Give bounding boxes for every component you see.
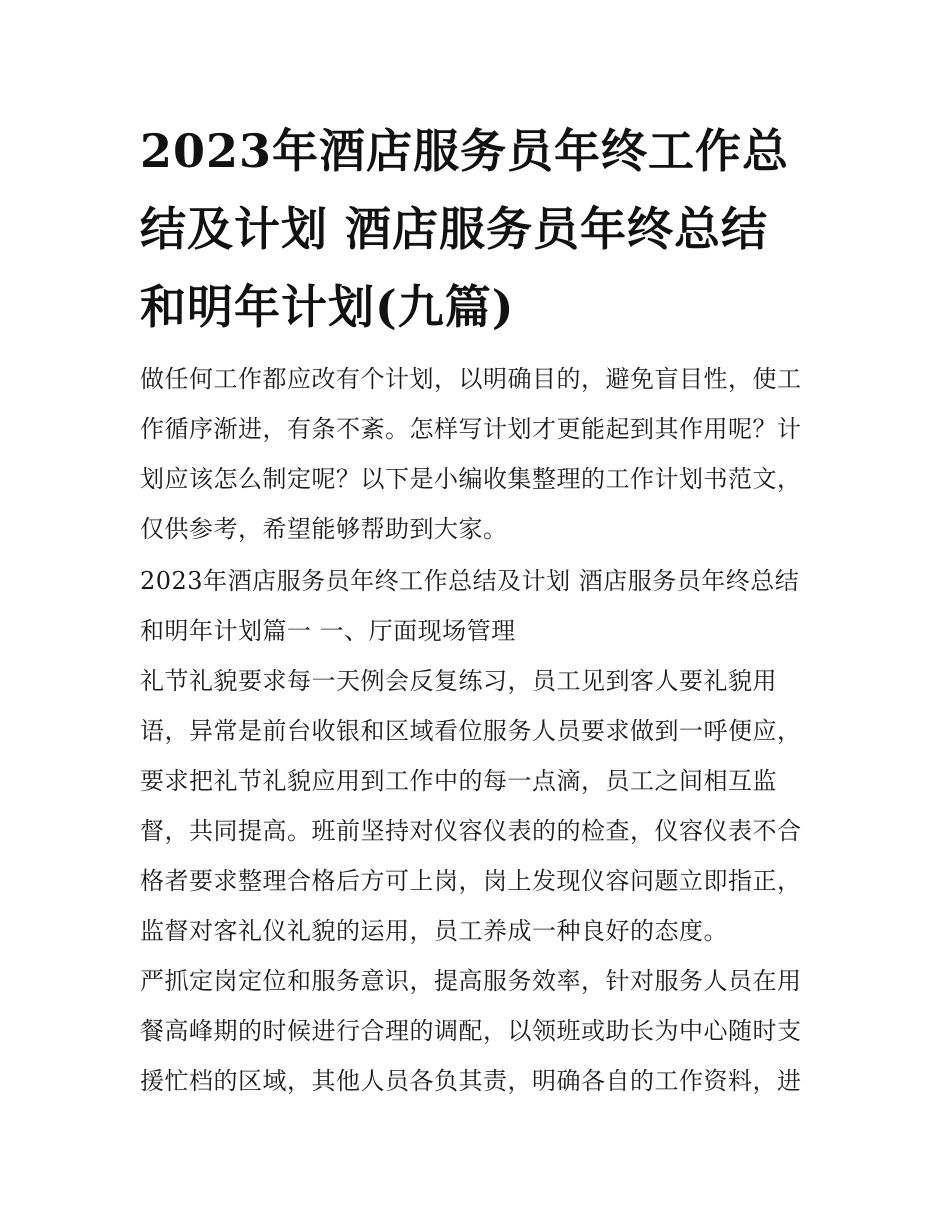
text-line: 仅供参考，希望能够帮助到大家。 [140,515,508,543]
intro-paragraph [140,354,812,554]
text-line: 作循序渐进，有条不紊。怎样写计划才更能起到其作用呢？计 [140,415,802,443]
title-line: 结及计划 酒店服务员年终总结 [140,202,769,256]
text-line: 严抓定岗定位和服务意识，提高服务效率，针对服务人员在用 [140,967,802,995]
document-body [140,112,812,1106]
document-title [140,112,812,346]
title-line: 和明年计划(九篇) [140,280,515,334]
text-line: 援忙档的区域，其他人员各负其责，明确各自的工作资料，进 [140,1067,802,1095]
text-line: 和明年计划篇一 一、厅面现场管理 [140,617,516,645]
body-paragraph-etiquette [140,656,812,956]
text-line: 格者要求整理合格后方可上岗，岗上发现仪容问题立即指正， [140,867,802,895]
text-line: 2023年酒店服务员年终工作总结及计划 酒店服务员年终总结 [140,567,800,595]
section-heading [140,556,812,656]
text-line: 做任何工作都应改有个计划，以明确目的，避免盲目性，使工 [140,365,802,393]
text-line: 餐高峰期的时候进行合理的调配，以领班或助长为中心随时支 [140,1017,802,1045]
text-line: 监督对客礼仪礼貌的运用，员工养成一种良好的态度。 [140,917,728,945]
text-line: 要求把礼节礼貌应用到工作中的每一点滴，员工之间相互监 [140,767,777,795]
text-line: 划应该怎么制定呢？以下是小编收集整理的工作计划书范文， [140,465,802,493]
body-paragraph-positioning [140,956,812,1106]
title-line: 2023年酒店服务员年终工作总 [140,124,790,178]
text-line: 督，共同提高。班前坚持对仪容仪表的的检查，仪容仪表不合 [140,817,802,845]
text-line: 语，异常是前台收银和区域看位服务人员要求做到一呼便应， [140,717,802,745]
text-line: 礼节礼貌要求每一天例会反复练习，员工见到客人要礼貌用 [140,667,777,695]
